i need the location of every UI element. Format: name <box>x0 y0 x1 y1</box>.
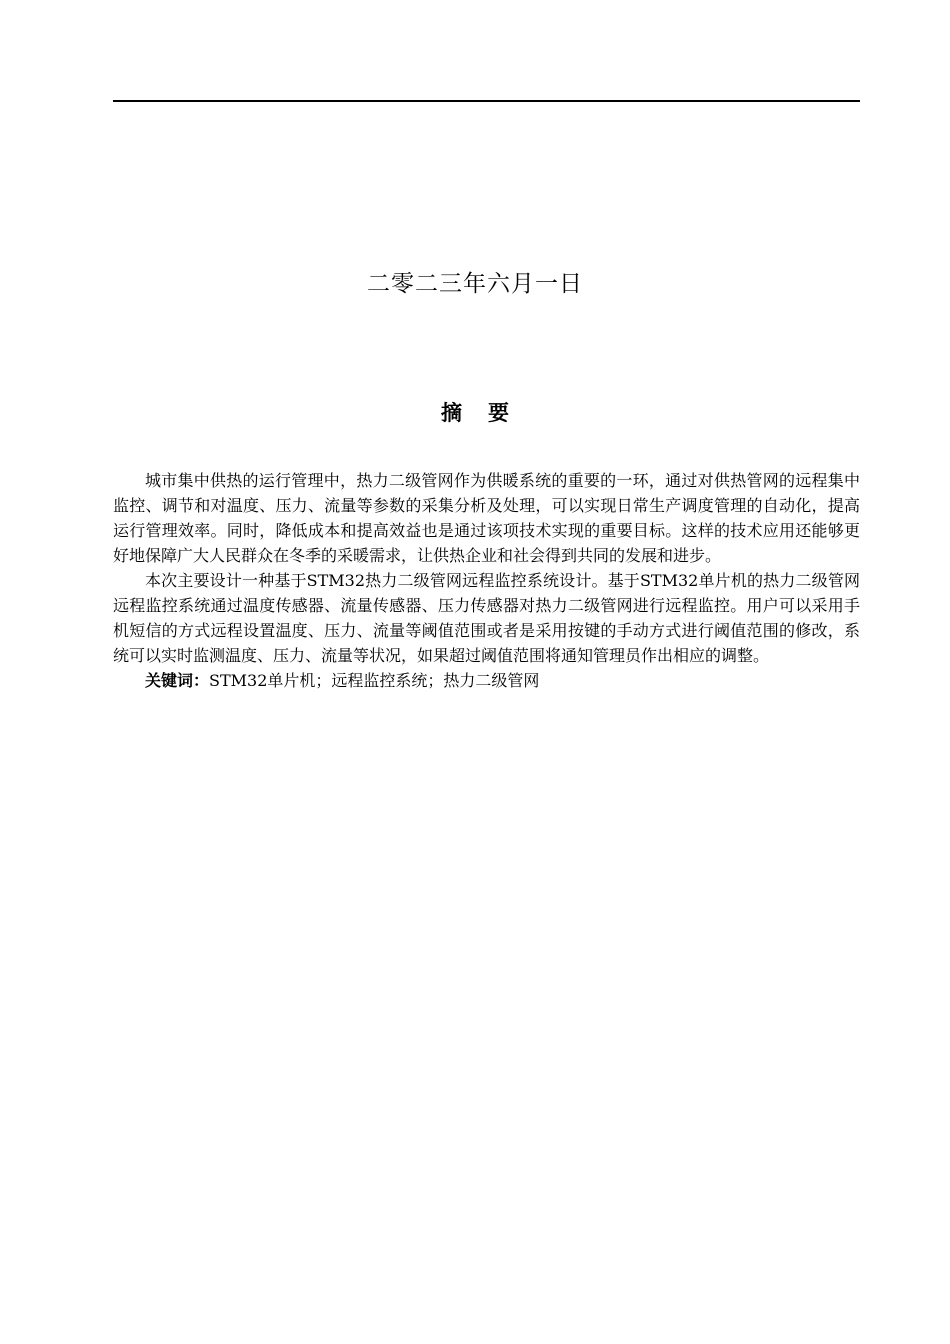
abstract-heading-char-1: 摘 <box>441 401 462 425</box>
abstract-heading-char-2: 要 <box>488 401 509 425</box>
keywords-line <box>113 668 860 693</box>
keywords-text: STM32单片机；远程监控系统；热力二级管网 <box>209 671 540 690</box>
document-date: 二零二三年六月一日 <box>367 271 583 297</box>
abstract-paragraph-2: 本次主要设计一种基于STM32热力二级管网远程监控系统设计。基于STM32单片机的热力二级管网远程监控系统通过温度传感器、流量传感器、压力传感器对热力二级管网进行远程监控。用户可以采用手机短信的方式远程设置温度、压力、流量等阈值范围或者是采用按键的手动方式进行阈值范围的修改，系统可以实时监测温度、压力、流量等状况，如果超过阈值范围将通知管理员作出相应的调整。 <box>113 571 860 665</box>
abstract-heading <box>0 398 950 428</box>
header-rule <box>113 100 860 102</box>
abstract-paragraph-1: 城市集中供热的运行管理中，热力二级管网作为供暖系统的重要的一环，通过对供热管网的远程集中监控、调节和对温度、压力、流量等参数的采集分析及处理，可以实现日常生产调度管理的自动化，提高运行管理效率。同时，降低成本和提高效益也是通过该项技术实现的重要目标。这样的技术应用还能够更好地保障广大人民群众在冬季的采暖需求，让供热企业和社会得到共同的发展和进步。 <box>113 471 860 565</box>
abstract-body <box>113 468 860 693</box>
keywords-label: 关键词： <box>145 671 210 690</box>
